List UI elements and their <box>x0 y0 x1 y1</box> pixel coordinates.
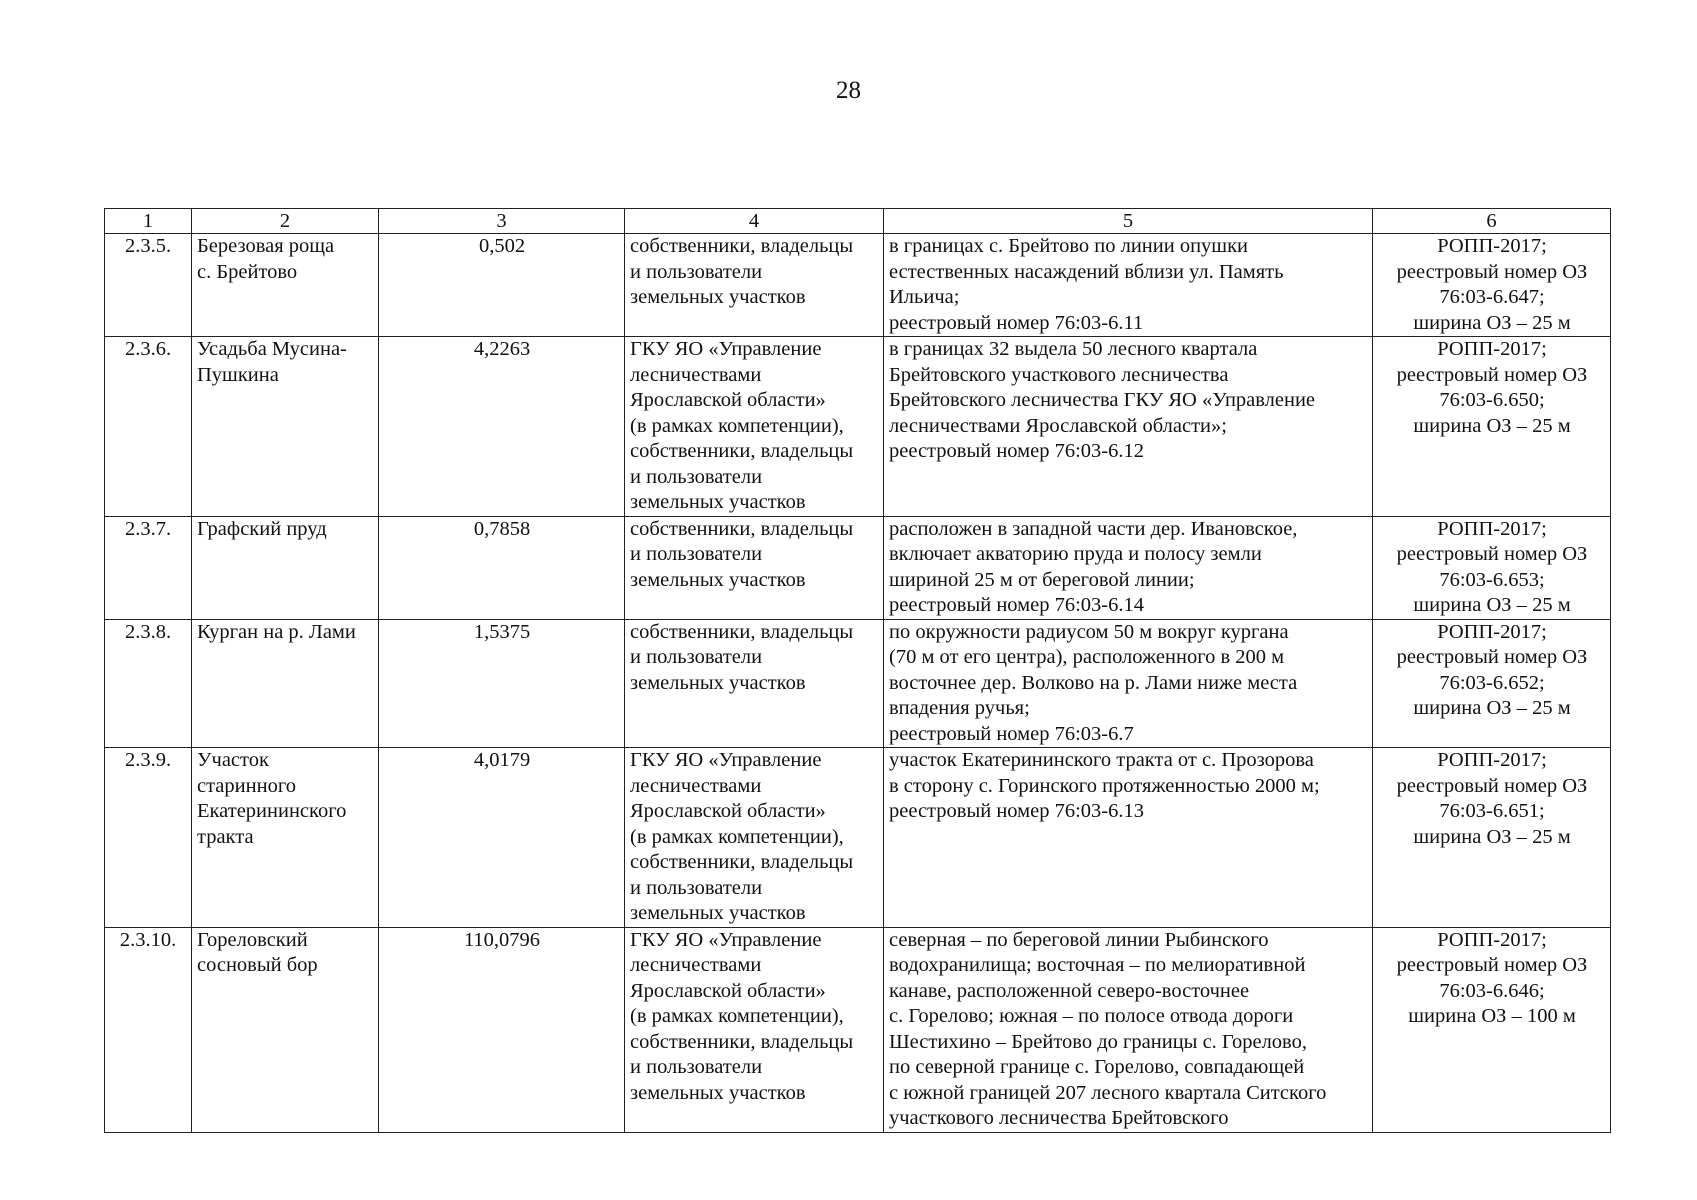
register-info: РОПП-2017; реестровый номер ОЗ 76:03-6.653; ширина ОЗ – 25 м <box>1373 516 1611 619</box>
register-info: РОПП-2017; реестровый номер ОЗ 76:03-6.647; ширина ОЗ – 25 м <box>1373 234 1611 337</box>
object-name: Березовая роща с. Брейтово <box>192 234 379 337</box>
column-number-row <box>105 209 1611 234</box>
table-row <box>105 748 1611 928</box>
owners: собственники, владельцы и пользователи земельных участков <box>625 234 884 337</box>
column-number: 4 <box>625 209 884 234</box>
register-info: РОПП-2017; реестровый номер ОЗ 76:03-6.650; ширина ОЗ – 25 м <box>1373 337 1611 517</box>
boundaries: в границах 32 выдела 50 лесного квартала Брейтовского участкового лесничества Брейтовского лесничества ГКУ ЯО «Управление лесничествами Ярославской области»; реестровый номер 76:03-6.12 <box>884 337 1373 517</box>
object-area: 1,5375 <box>379 619 625 748</box>
protected-objects-table <box>104 208 1611 1133</box>
register-info: РОПП-2017; реестровый номер ОЗ 76:03-6.652; ширина ОЗ – 25 м <box>1373 619 1611 748</box>
boundaries: расположен в западной части дер. Ивановское, включает акваторию пруда и полосу земли шириной 25 м от береговой линии; реестровый номер 76:03-6.14 <box>884 516 1373 619</box>
owners: ГКУ ЯО «Управление лесничествами Ярославской области» (в рамках компетенции), собственники, владельцы и пользователи земельных участков <box>625 927 884 1132</box>
owners: собственники, владельцы и пользователи земельных участков <box>625 619 884 748</box>
object-area: 0,7858 <box>379 516 625 619</box>
boundaries: в границах с. Брейтово по линии опушки естественных насаждений вблизи ул. Память Ильича; реестровый номер 76:03-6.11 <box>884 234 1373 337</box>
column-number: 1 <box>105 209 192 234</box>
column-number: 5 <box>884 209 1373 234</box>
boundaries: участок Екатерининского тракта от с. Прозорова в сторону с. Горинского протяженностью 2000 м; реестровый номер 76:03-6.13 <box>884 748 1373 928</box>
owners: собственники, владельцы и пользователи земельных участков <box>625 516 884 619</box>
object-area: 110,0796 <box>379 927 625 1132</box>
table-row <box>105 927 1611 1132</box>
column-number: 2 <box>192 209 379 234</box>
object-name: Графский пруд <box>192 516 379 619</box>
boundaries: северная – по береговой линии Рыбинского водохранилища; восточная – по мелиоративной канаве, расположенной северо-восточнее с. Горелово; южная – по полосе отвода дороги Шестихино – Брейтово до границы с. Горелово, по северной границе с. Горелово, совпадающей с южной границей 207 лесного квартала Ситского участкового лесничества Брейтовского <box>884 927 1373 1132</box>
object-name: Усадьба Мусина- Пушкина <box>192 337 379 517</box>
object-area: 0,502 <box>379 234 625 337</box>
object-area: 4,0179 <box>379 748 625 928</box>
row-number: 2.3.8. <box>105 619 192 748</box>
owners: ГКУ ЯО «Управление лесничествами Ярославской области» (в рамках компетенции), собственники, владельцы и пользователи земельных участков <box>625 748 884 928</box>
row-number: 2.3.10. <box>105 927 192 1132</box>
page-number: 28 <box>836 77 861 104</box>
table-row <box>105 337 1611 517</box>
table-row <box>105 619 1611 748</box>
register-info: РОПП-2017; реестровый номер ОЗ 76:03-6.651; ширина ОЗ – 25 м <box>1373 748 1611 928</box>
table-row <box>105 516 1611 619</box>
owners: ГКУ ЯО «Управление лесничествами Ярославской области» (в рамках компетенции), собственники, владельцы и пользователи земельных участков <box>625 337 884 517</box>
object-name: Участок старинного Екатерининского тракта <box>192 748 379 928</box>
table-row <box>105 234 1611 337</box>
row-number: 2.3.7. <box>105 516 192 619</box>
column-number: 3 <box>379 209 625 234</box>
row-number: 2.3.9. <box>105 748 192 928</box>
object-area: 4,2263 <box>379 337 625 517</box>
column-number: 6 <box>1373 209 1611 234</box>
object-name: Гореловский сосновый бор <box>192 927 379 1132</box>
object-name: Курган на р. Лами <box>192 619 379 748</box>
boundaries: по окружности радиусом 50 м вокруг кургана (70 м от его центра), расположенного в 200 м восточнее дер. Волково на р. Лами ниже места впадения ручья; реестровый номер 76:03-6.7 <box>884 619 1373 748</box>
row-number: 2.3.6. <box>105 337 192 517</box>
register-info: РОПП-2017; реестровый номер ОЗ 76:03-6.646; ширина ОЗ – 100 м <box>1373 927 1611 1132</box>
row-number: 2.3.5. <box>105 234 192 337</box>
